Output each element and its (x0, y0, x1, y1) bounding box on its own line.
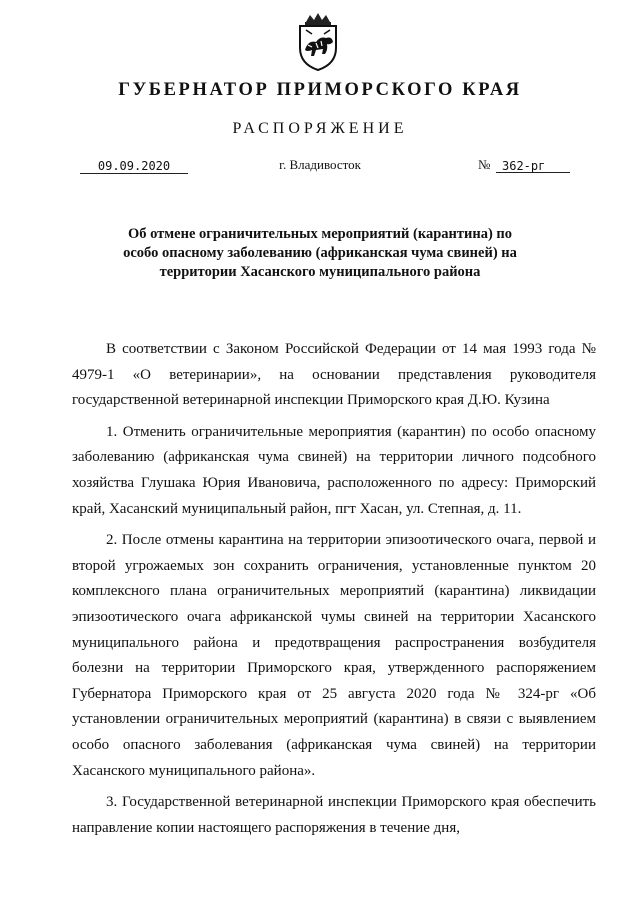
city-label: г. Владивосток (279, 157, 361, 172)
document-number: 362-рг (502, 159, 546, 173)
organization-heading: ГУБЕРНАТОР ПРИМОРСКОГО КРАЯ (118, 80, 522, 100)
document-body (72, 337, 596, 841)
document-date: 09.09.2020 (97, 159, 171, 173)
number-sign: № (478, 157, 491, 172)
paragraph-preamble: В соответствии с Законом Российской Федерации от 14 мая 1993 года № 4979-1 «О ветеринарии», на основании представления руководителя государственной ветеринарной инспекции Приморского края Д.Ю. Кузина (72, 341, 596, 409)
document-type-heading: РАСПОРЯЖЕНИЕ (232, 120, 408, 137)
paragraph-item-2: 2. После отмены карантина на территории эпизоотического очага, первой и второй угрожаемых зон сохранить ограничения, установленные пунктом 20 комплексного плана ограничительных мероприятий (карантина) ликвидации эпизоотического очага африканской чумы свиней на территории Хасанского муниципального района и предотвращения распространения возбудителя болезни на территории Приморского края, утвержденного распоряжением Губернатора Приморского края от 25 августа 2020 года № 324-рг «Об установлении ограничительных мероприятий (карантина) в связи с выявлением особо опасного заболевания (африканская чума свиней) на территории Хасанского муниципального района». (72, 532, 596, 779)
paragraph-item-1: 1. Отменить ограничительные мероприятия (карантин) по особо опасному заболеванию (африканская чума свиней) на территории личного подсобного хозяйства Глушака Юрия Ивановича, расположенного по адресу: Приморский край, Хасанский муниципальный район, пгт Хасан, ул. Степная, д. 11. (72, 423, 596, 517)
coat-of-arms-icon (292, 12, 344, 72)
document-title: Об отмене ограничительных мероприятий (карантина) по особо опасному заболеванию (африканская чума свиней) на территории Хасанского муниципального района (123, 226, 517, 280)
paragraph-item-3: 3. Государственной ветеринарной инспекции Приморского края обеспечить направление копии настоящего распоряжения в течение дня, (72, 794, 596, 836)
number-field (496, 157, 570, 173)
